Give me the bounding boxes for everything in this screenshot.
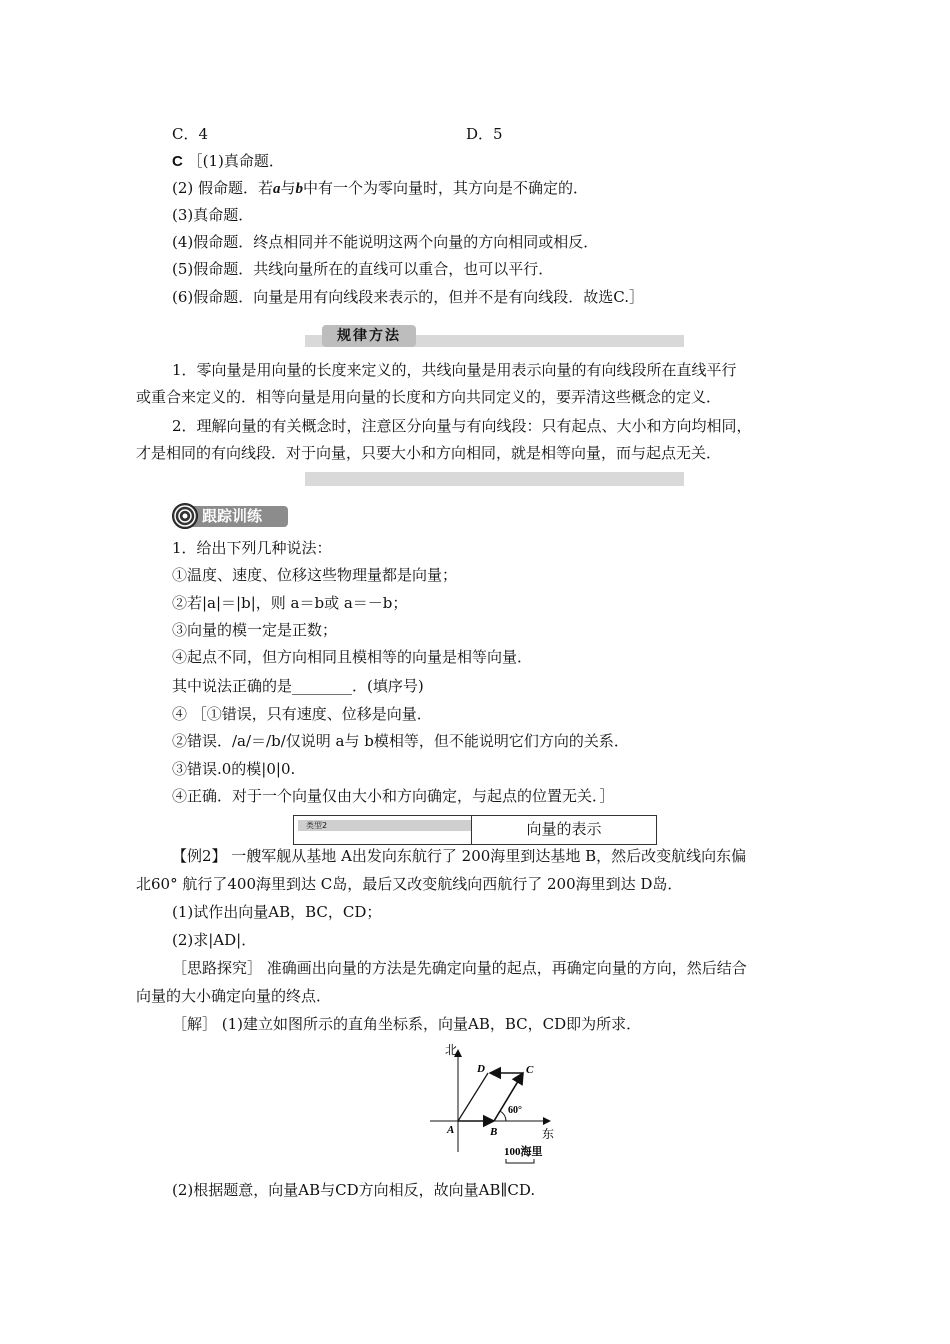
example-line-8: (2)根据题意，向量AB与CD方向相反，故向量AB∥CD. xyxy=(172,1181,536,1199)
point-c: C xyxy=(526,1064,534,1076)
example-line-5: ［思路探究］ 准确画出向量的方法是先确定向量的起点，再确定向量的方向，然后结合 xyxy=(172,959,747,977)
option-d: D．5 xyxy=(466,125,503,143)
answer-line-1 xyxy=(172,151,284,172)
point-a: A xyxy=(447,1124,455,1136)
training-line-4: ③向量的模一定是正数； xyxy=(172,621,338,639)
angle-arc xyxy=(500,1111,506,1121)
training-line-10: ④正确．对于一个向量仅由大小和方向确定，与起点的位置无关．］ xyxy=(172,787,615,805)
example-line-6: 向量的大小确定向量的终点． xyxy=(136,987,332,1005)
point-d: D xyxy=(477,1063,485,1075)
answer-line-3: (3)真命题． xyxy=(172,206,254,224)
answer-text: 与 xyxy=(280,179,296,197)
vector-figure xyxy=(420,1040,560,1170)
type-tag: 类型2 xyxy=(298,820,472,831)
answer-line-4: (4)假命题．终点相同并不能说明这两个向量的方向相同或相反． xyxy=(172,233,599,251)
method-line-3: 2．理解向量的有关概念时，注意区分向量与有向线段：只有起点、大小和方向均相同， xyxy=(172,417,752,435)
vector-b: b xyxy=(295,181,304,197)
answer-text: ［(1)真命题． xyxy=(187,152,284,170)
east-label: 东 xyxy=(542,1127,555,1141)
answer-text: 中有一个为零向量时，其方向是不确定的． xyxy=(303,179,589,197)
training-line-8: ②错误．/a/＝/b/仅说明 a与 b模相等，但不能说明它们方向的关系． xyxy=(172,732,629,750)
north-label: 北 xyxy=(445,1043,458,1057)
target-icon xyxy=(172,503,198,529)
example-line-4: (2)求|AD|． xyxy=(172,931,257,949)
example-line-7: ［解］ (1)建立如图所示的直角坐标系，向量AB，BC，CD即为所求． xyxy=(172,1015,642,1033)
training-banner xyxy=(172,503,290,529)
method-line-1: 1．零向量是用向量的长度来定义的，共线向量是用表示向量的有向线段所在直线平行 xyxy=(172,361,737,379)
training-line-1: 1．给出下列几种说法： xyxy=(172,539,332,557)
example-line-3: (1)试作出向量AB，BC，CD； xyxy=(172,903,382,921)
option-c: C．4 xyxy=(172,125,209,143)
section-bar-bottom xyxy=(305,472,684,486)
answer-line-5: (5)假命题．共线向量所在的直线可以重合，也可以平行． xyxy=(172,260,554,278)
angle-label: 60° xyxy=(508,1105,522,1116)
answer-line-6: (6)假命题．向量是用有向线段来表示的，但并不是有向线段．故选C.］ xyxy=(172,288,644,306)
answer-line-2 xyxy=(172,178,588,199)
training-line-9: ③错误.0的模|0|0. xyxy=(172,760,296,778)
example-line-1: 【例2】 一艘军舰从基地 A出发向东航行了 200海里到达基地 B，然后改变航线向东偏 xyxy=(172,847,747,865)
method-line-4: 才是相同的有向线段．对于向量，只要大小和方向相同，就是相等向量，而与起点无关． xyxy=(136,444,722,462)
method-line-2: 或重合来定义的．相等向量是用向量的长度和方向共同定义的，要弄清这些概念的定义． xyxy=(136,388,722,406)
segment-ad xyxy=(458,1073,488,1121)
type-heading-box xyxy=(293,815,657,845)
training-line-3: ②若|a|＝|b|，则 a＝b或 a＝－b； xyxy=(172,594,408,612)
training-line-2: ①温度、速度、位移这些物理量都是向量； xyxy=(172,566,458,584)
answer-letter: C xyxy=(172,153,183,170)
training-label: 跟踪训练 xyxy=(202,507,263,525)
answer-text: (2) 假命题．若 xyxy=(172,179,274,197)
vector-a: a xyxy=(273,181,281,197)
training-line-5: ④起点不同，但方向相同且模相等的向量是相等向量． xyxy=(172,648,533,666)
method-banner: 规律方法 xyxy=(322,325,416,347)
point-b: B xyxy=(490,1126,498,1138)
training-line-7: ④ ［①错误，只有速度、位移是向量． xyxy=(172,705,432,723)
type-title: 向量的表示 xyxy=(526,820,602,838)
scale-label: 100海里 xyxy=(504,1146,543,1158)
training-line-6: 其中说法正确的是________．(填序号) xyxy=(172,677,424,695)
example-line-2: 北60° 航行了400海里到达 C岛，最后又改变航线向西航行了 200海里到达 D岛． xyxy=(136,875,683,893)
scale-bar xyxy=(506,1159,534,1163)
